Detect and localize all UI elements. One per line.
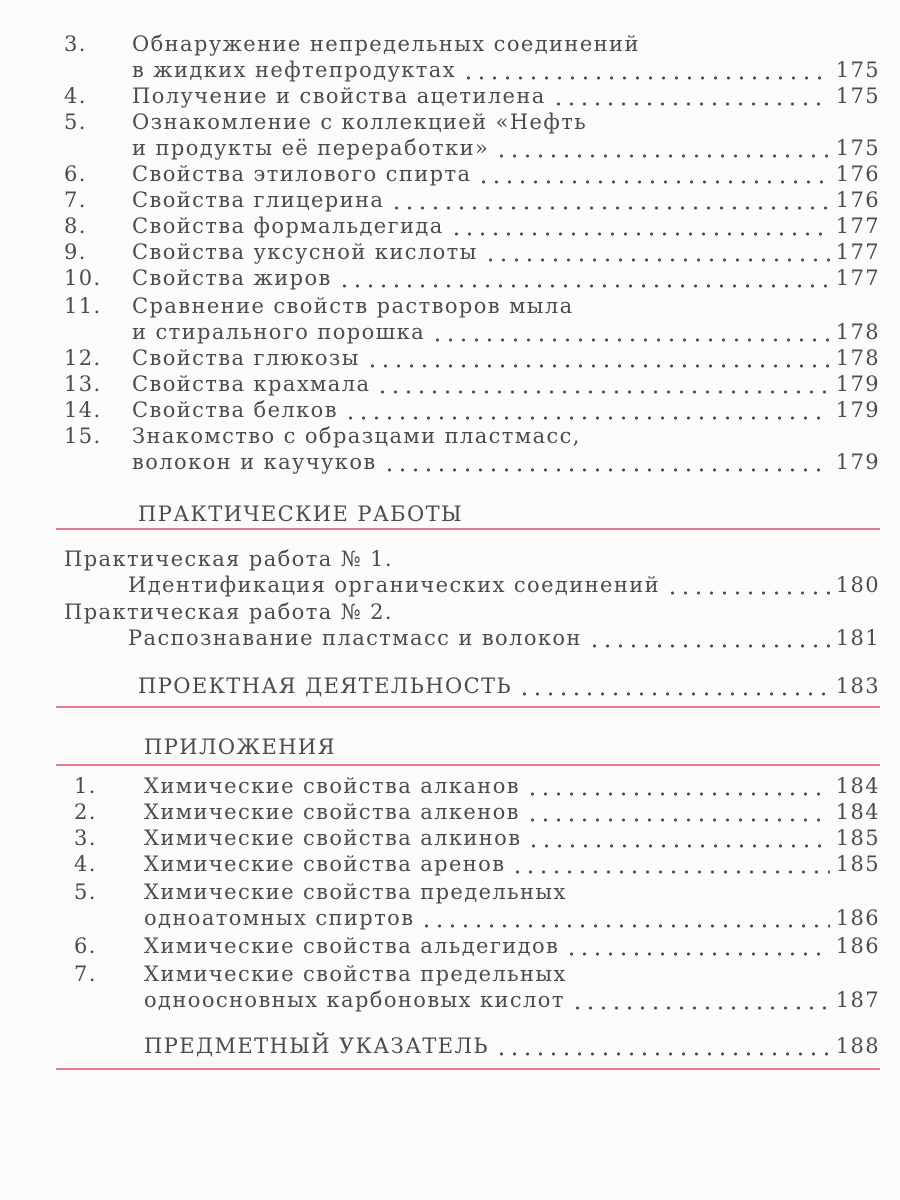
dot-leader [484, 238, 830, 266]
line-content [132, 448, 880, 476]
toc-entry[interactable] [0, 264, 900, 292]
dot-leader [518, 672, 830, 700]
line-content [132, 212, 880, 240]
page-number: 177 [835, 240, 880, 264]
item-number: 5. [64, 110, 87, 134]
item-number: 2. [74, 800, 97, 824]
entry-title: Химические свойства альдегидов [144, 934, 560, 958]
entry-title: Получение и свойства ацетилена [132, 84, 546, 108]
section-heading[interactable] [0, 672, 900, 700]
entry-title: Свойства глицерина [132, 188, 385, 212]
entry-title: Свойства формальдегида [132, 214, 444, 238]
line-content [138, 672, 880, 700]
entry-title: Ознакомление с коллекцией «Нефть [132, 110, 588, 134]
line-content [128, 571, 880, 599]
section-heading [0, 500, 900, 528]
page-number: 183 [835, 674, 880, 698]
line-content [128, 624, 880, 652]
entry-title: Химические свойства предельных [144, 880, 567, 904]
item-number: 6. [74, 934, 97, 958]
item-number: 9. [64, 240, 87, 264]
dot-leader [390, 186, 829, 214]
item-number: 12. [64, 346, 102, 370]
entry-title: Химические свойства алканов [144, 774, 520, 798]
line-content [132, 160, 880, 188]
item-number: 8. [64, 214, 87, 238]
item-number: 5. [74, 880, 97, 904]
entry-title: ПРИЛОЖЕНИЯ [144, 735, 337, 759]
dot-leader [420, 904, 829, 932]
line-content [132, 56, 880, 84]
page-number: 188 [835, 1034, 880, 1058]
line-content [144, 798, 880, 826]
page-number: 175 [835, 136, 880, 160]
toc-entry [0, 960, 900, 988]
toc-entry[interactable] [0, 344, 900, 372]
entry-title: Знакомство с образцами пластмасс, [132, 424, 581, 448]
item-number: 10. [64, 266, 102, 290]
section-divider [56, 706, 880, 708]
dot-leader [495, 134, 829, 162]
dot-leader [376, 370, 829, 398]
entry-title: и стирального порошка [132, 320, 426, 344]
dot-leader [450, 212, 830, 240]
entry-title: Свойства крахмала [132, 372, 371, 396]
dot-leader [571, 986, 830, 1014]
line-content [132, 292, 574, 320]
toc-entry[interactable] [0, 824, 900, 852]
dot-leader [344, 396, 830, 424]
entry-title: ПРЕДМЕТНЫЙ УКАЗАТЕЛЬ [144, 1034, 489, 1058]
toc-entry[interactable] [0, 238, 900, 266]
page-number: 187 [835, 988, 880, 1012]
toc-entry[interactable] [0, 571, 900, 599]
toc-entry[interactable] [0, 624, 900, 652]
line-content [132, 318, 880, 346]
page-number: 176 [835, 162, 880, 186]
toc-entry[interactable] [0, 318, 900, 346]
line-content [132, 422, 581, 450]
entry-title: волокон и каучуков [132, 450, 377, 474]
line-content [64, 598, 393, 626]
toc-entry[interactable] [0, 396, 900, 424]
toc-entry [0, 292, 900, 320]
entry-title: одноатомных спиртов [144, 906, 415, 930]
entry-title: Практическая работа № 1. [64, 547, 393, 571]
toc-entry[interactable] [0, 448, 900, 476]
line-content [132, 134, 880, 162]
toc-entry[interactable] [0, 160, 900, 188]
dot-leader [565, 932, 829, 960]
entry-title: Химические свойства предельных [144, 962, 567, 986]
line-content [144, 733, 336, 761]
entry-title: Свойства уксусной кислоты [132, 240, 478, 264]
toc-entry[interactable] [0, 56, 900, 84]
entry-title: Свойства белков [132, 398, 338, 422]
dot-leader [462, 56, 830, 84]
page-number: 177 [835, 214, 880, 238]
toc-entry[interactable] [0, 772, 900, 800]
entry-title: Свойства жиров [132, 266, 332, 290]
entry-title: Химические свойства аренов [144, 852, 506, 876]
line-content [144, 932, 880, 960]
toc-entry[interactable] [0, 186, 900, 214]
entry-title: в жидких нефтепродуктах [132, 58, 456, 82]
page-number: 176 [835, 188, 880, 212]
entry-title: Обнаружение непредельных соединений [132, 32, 640, 56]
page-number: 185 [835, 826, 880, 850]
item-number: 3. [74, 826, 97, 850]
line-content [132, 108, 587, 136]
page-number: 179 [835, 372, 880, 396]
line-content [144, 904, 880, 932]
toc-entry [0, 878, 900, 906]
page-number: 178 [835, 320, 880, 344]
entry-title: и продукты её переработки» [132, 136, 490, 160]
entry-title: ПРАКТИЧЕСКИЕ РАБОТЫ [138, 502, 464, 526]
entry-title: Распознавание пластмасс и волокон [128, 626, 582, 650]
page-number: 185 [835, 852, 880, 876]
toc-entry[interactable] [0, 904, 900, 932]
entry-title: Практическая работа № 2. [64, 600, 393, 624]
page-number: 179 [835, 450, 880, 474]
toc-entry [0, 108, 900, 136]
toc-entry[interactable] [0, 134, 900, 162]
dot-leader [477, 160, 829, 188]
item-number: 7. [64, 188, 87, 212]
line-content [132, 186, 880, 214]
dot-leader [511, 850, 829, 878]
item-number: 7. [74, 962, 97, 986]
dot-leader [366, 344, 830, 372]
section-heading[interactable] [0, 1032, 900, 1060]
line-content [144, 960, 567, 988]
page-number: 179 [835, 398, 880, 422]
item-number: 14. [64, 398, 102, 422]
dot-leader [552, 82, 830, 110]
entry-title: ПРОЕКТНАЯ ДЕЯТЕЛЬНОСТЬ [138, 674, 513, 698]
page-number: 186 [835, 906, 880, 930]
item-number: 3. [64, 32, 87, 56]
dot-leader [338, 264, 830, 292]
entry-title: Свойства глюкозы [132, 346, 360, 370]
line-content [132, 344, 880, 372]
entry-title: одноосновных карбоновых кислот [144, 988, 565, 1012]
line-content [144, 824, 880, 852]
item-number: 11. [64, 294, 102, 318]
line-content [144, 878, 567, 906]
page-number: 175 [835, 58, 880, 82]
entry-title: Химические свойства алкинов [144, 826, 522, 850]
line-content [132, 30, 640, 58]
toc-entry[interactable] [0, 798, 900, 826]
line-content [144, 986, 880, 1014]
item-number: 15. [64, 424, 102, 448]
toc-entry[interactable] [0, 82, 900, 110]
toc-entry [0, 422, 900, 450]
toc-entry[interactable] [0, 212, 900, 240]
page-number: 184 [835, 774, 880, 798]
toc-entry[interactable] [0, 850, 900, 878]
line-content [132, 264, 880, 292]
line-content [132, 238, 880, 266]
line-content [132, 396, 880, 424]
line-content [64, 545, 393, 573]
page-number: 180 [835, 573, 880, 597]
section-divider [56, 528, 880, 530]
section-divider [56, 764, 880, 766]
toc-entry [0, 30, 900, 58]
entry-title: Сравнение свойств растворов мыла [132, 294, 574, 318]
dot-leader [383, 448, 830, 476]
toc-entry[interactable] [0, 932, 900, 960]
dot-leader [431, 318, 830, 346]
page-number: 178 [835, 346, 880, 370]
dot-leader [666, 571, 830, 599]
dot-leader [495, 1032, 830, 1060]
entry-title: Свойства этилового спирта [132, 162, 472, 186]
toc-entry[interactable] [0, 986, 900, 1014]
entry-title: Химические свойства алкенов [144, 800, 520, 824]
page-number: 186 [835, 934, 880, 958]
dot-leader [527, 824, 829, 852]
dot-leader [588, 624, 830, 652]
page-number: 175 [835, 84, 880, 108]
line-content [144, 772, 880, 800]
line-content [144, 850, 880, 878]
dot-leader [526, 772, 830, 800]
dot-leader [526, 798, 830, 826]
toc-entry [0, 545, 900, 573]
item-number: 6. [64, 162, 87, 186]
page-number: 177 [835, 266, 880, 290]
section-heading [0, 733, 900, 761]
item-number: 1. [74, 774, 97, 798]
toc-entry[interactable] [0, 370, 900, 398]
item-number: 4. [64, 84, 87, 108]
item-number: 13. [64, 372, 102, 396]
toc-entry [0, 598, 900, 626]
line-content [132, 82, 880, 110]
line-content [144, 1032, 880, 1060]
line-content [132, 370, 880, 398]
page-number: 181 [835, 626, 880, 650]
entry-title: Идентификация органических соединений [128, 573, 661, 597]
page-number: 184 [835, 800, 880, 824]
item-number: 4. [74, 852, 97, 876]
line-content [138, 500, 463, 528]
section-divider [56, 1068, 880, 1070]
